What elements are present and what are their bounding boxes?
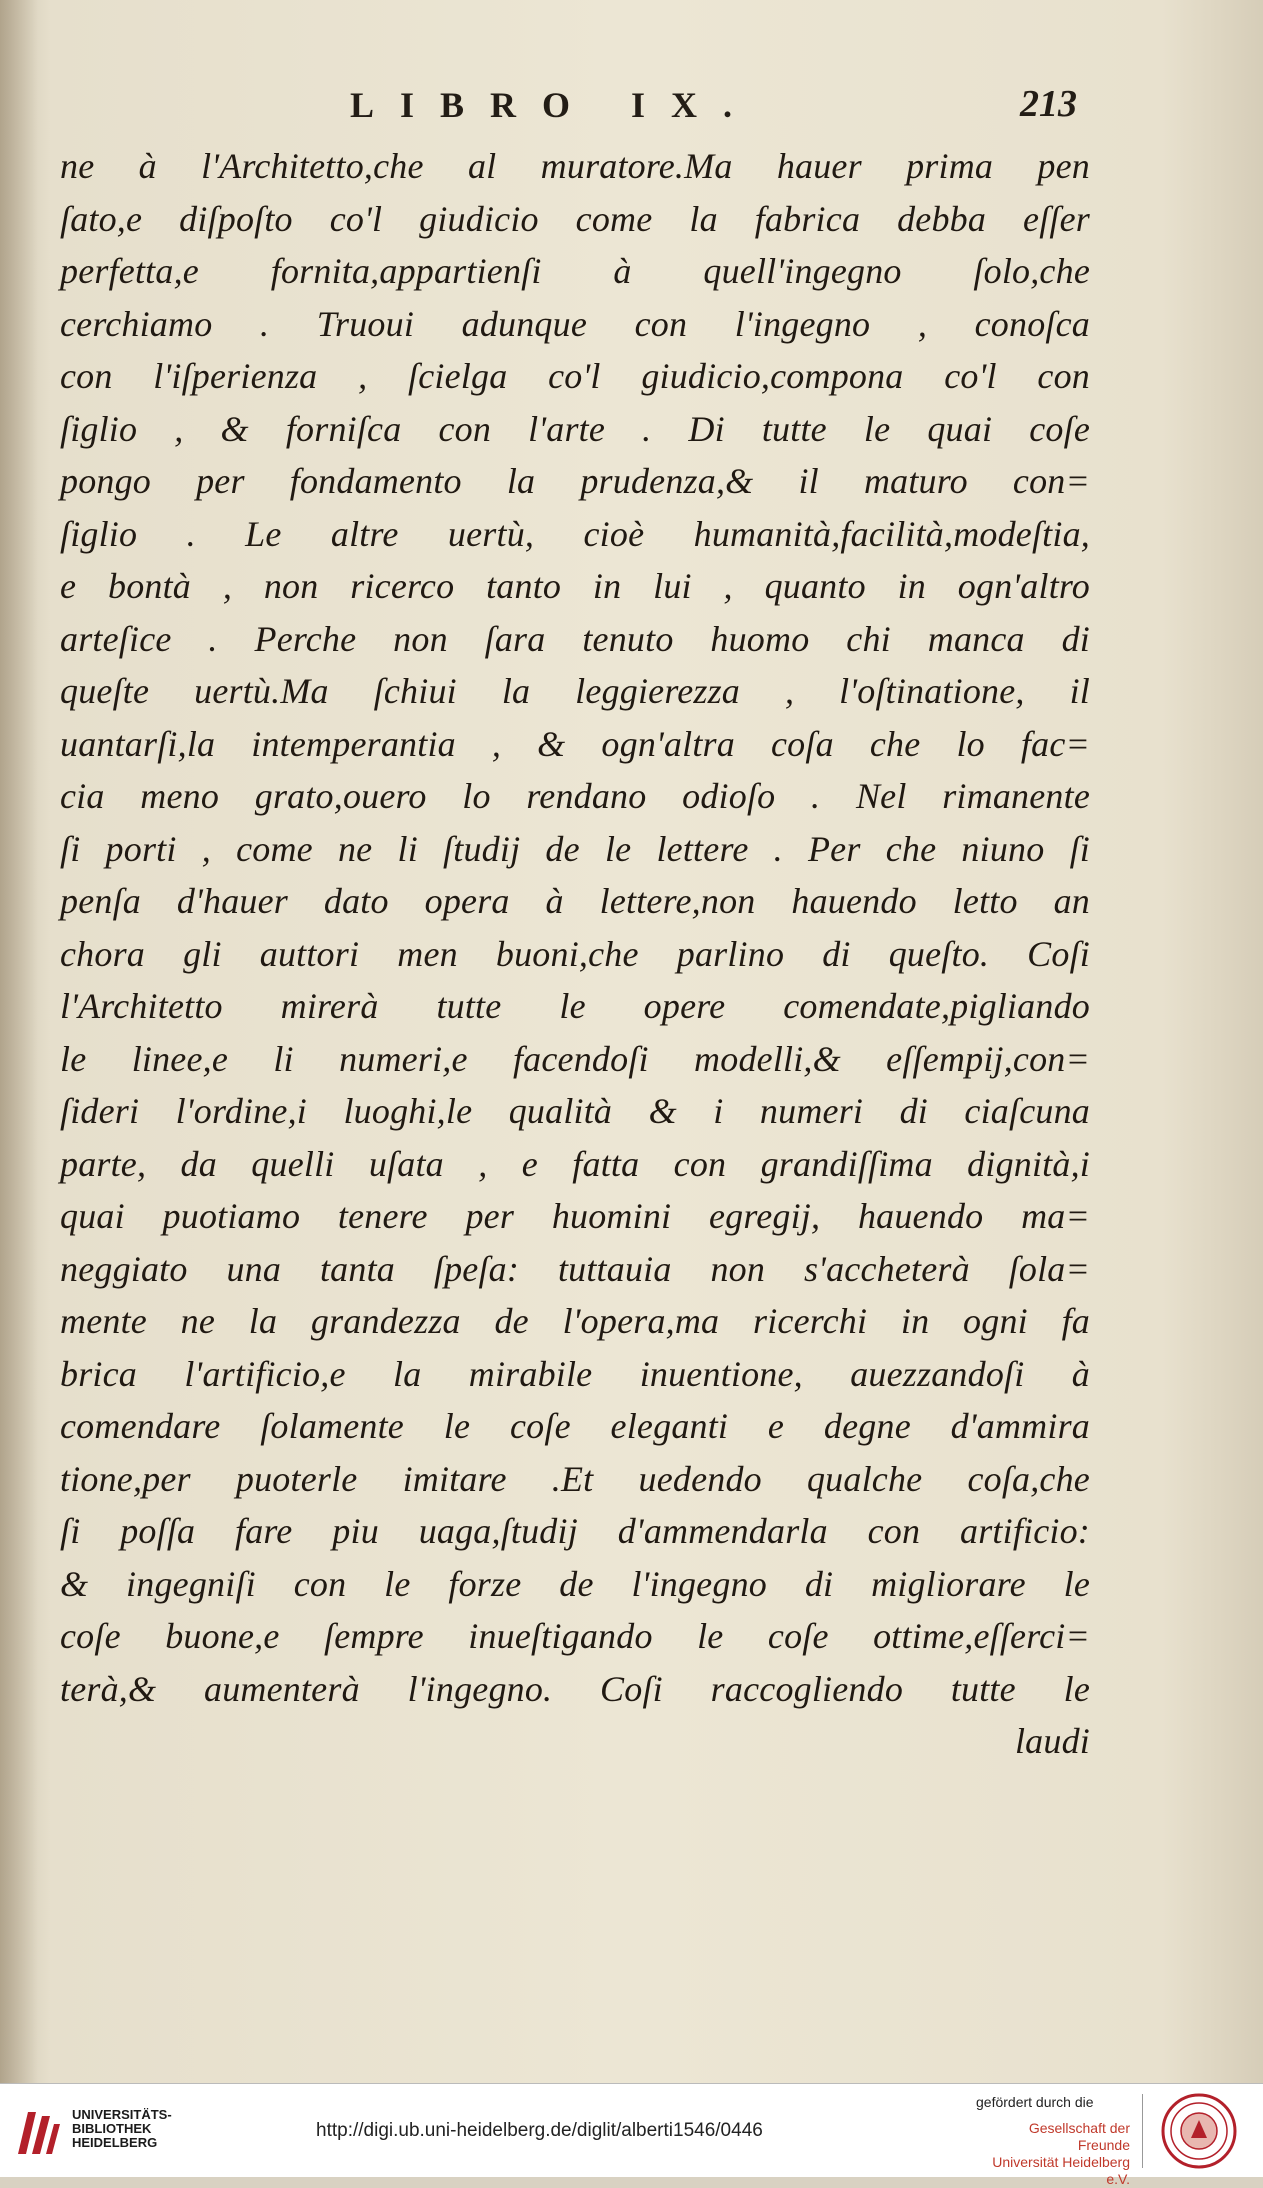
sponsor-line: Universität Heidelberg e.V. [992,2154,1130,2187]
logo-line: HEIDELBERG [72,2135,158,2150]
text-line: laudi [1014,1721,1090,1761]
text-line: ſideri l'ordine,i luoghi,le qualità & i numeri di ciaſcuna [60,1091,1090,1131]
text-line: cerchiamo . Truoui adunque con l'ingegno , conoſca [60,303,1090,344]
text-line: coſe buone,e ſempre inueſtigando le coſe ottime,eſſerci= [60,1616,1090,1656]
text-line: parte, da quelli uſata , e fatta con grandiſſima dignità,i [60,1143,1090,1184]
text-line: quai puotiamo tenere per huomini egregij, hauendo ma= [60,1196,1090,1236]
text-line: cia meno grato,ouero lo rendano odioſo . Nel rimanente [60,776,1090,816]
text-line: l'Architetto mirerà tutte le opere comendate,pigliando [60,986,1090,1026]
text-line: e bontà , non ricerco tanto in lui , quanto in ogn'altro [60,566,1090,606]
text-line: mente ne la grandezza de l'opera,ma ricerchi in ogni fa [60,1301,1090,1341]
text-line: queſte uertù.Ma ſchiui la leggierezza , l'oſtinatione, il [60,671,1090,711]
page-number: 213 [1020,83,1077,125]
text-line: penſa d'hauer dato opera à lettere,non hauendo letto an [60,881,1090,921]
university-seal-icon[interactable] [1160,2092,1238,2170]
text-line: ſiglio , & forniſca con l'arte . Di tutte le quai coſe [60,408,1090,449]
text-line: ſato,e diſpoſto co'l giudicio come la fabrica debba eſſer [60,198,1090,239]
text-line: ſiglio . Le altre uertù, cioè humanità,facilità,modeſtia, [60,513,1090,554]
footer-bar [0,2083,1263,2187]
text-line: uantarſi,la intemperantia , & ogn'altra coſa che lo fac= [60,723,1090,764]
divider [1142,2094,1143,2168]
body-text [60,140,1090,1768]
sponsor-label: gefördert durch die [976,2094,1094,2110]
text-line: brica l'artificio,e la mirabile inuentione, auezzandoſi à [60,1353,1090,1394]
text-line: neggiato una tanta ſpeſa: tuttauia non s'accheterà ſola= [60,1248,1090,1289]
sponsor-line: Gesellschaft der Freunde [1028,2120,1130,2153]
text-line: comendare ſolamente le coſe eleganti e degne d'ammira [60,1406,1090,1446]
logo-line: BIBLIOTHEK [72,2121,152,2136]
text-line: ſi poſſa fare piu uaga,ſtudij d'ammendarla con artificio: [60,1511,1090,1551]
chapter-heading: LIBRO IX. [350,85,759,125]
library-logo-text[interactable] [72,2108,172,2150]
text-line: con l'iſperienza , ſcielga co'l giudicio,compona co'l con [60,356,1090,396]
text-line: arteſice . Perche non ſara tenuto huomo chi manca di [60,618,1090,659]
permalink-url[interactable]: http://digi.ub.uni-heidelberg.de/diglit/alberti1546/0446 [316,2120,763,2141]
text-line: le linee,e li numeri,e facendoſi modelli,& eſſempij,con= [60,1038,1090,1079]
text-line: chora gli auttori men buoni,che parlino di queſto. Coſi [60,933,1090,974]
library-logo-icon[interactable] [14,2106,64,2158]
text-line: ſi porti , come ne li ſtudij de le lettere . Per che niuno ſi [60,828,1090,869]
text-line: & ingegniſi con le forze de l'ingegno di migliorare le [60,1563,1090,1604]
sponsor-name[interactable] [980,2120,1130,2188]
logo-line: UNIVERSITÄTS- [72,2107,172,2122]
text-line: tione,per puoterle imitare .Et uedendo qualche coſa,che [60,1458,1090,1499]
running-header [0,78,1263,138]
text-line: perfetta,e fornita,appartienſi à quell'ingegno ſolo,che [60,251,1090,291]
text-line: terà,& aumenterà l'ingegno. Coſi raccogliendo tutte le [60,1668,1090,1709]
text-line: ne à l'Architetto,che al muratore.Ma hauer prima pen [60,146,1090,186]
text-line: pongo per fondamento la prudenza,& il maturo con= [60,461,1090,501]
